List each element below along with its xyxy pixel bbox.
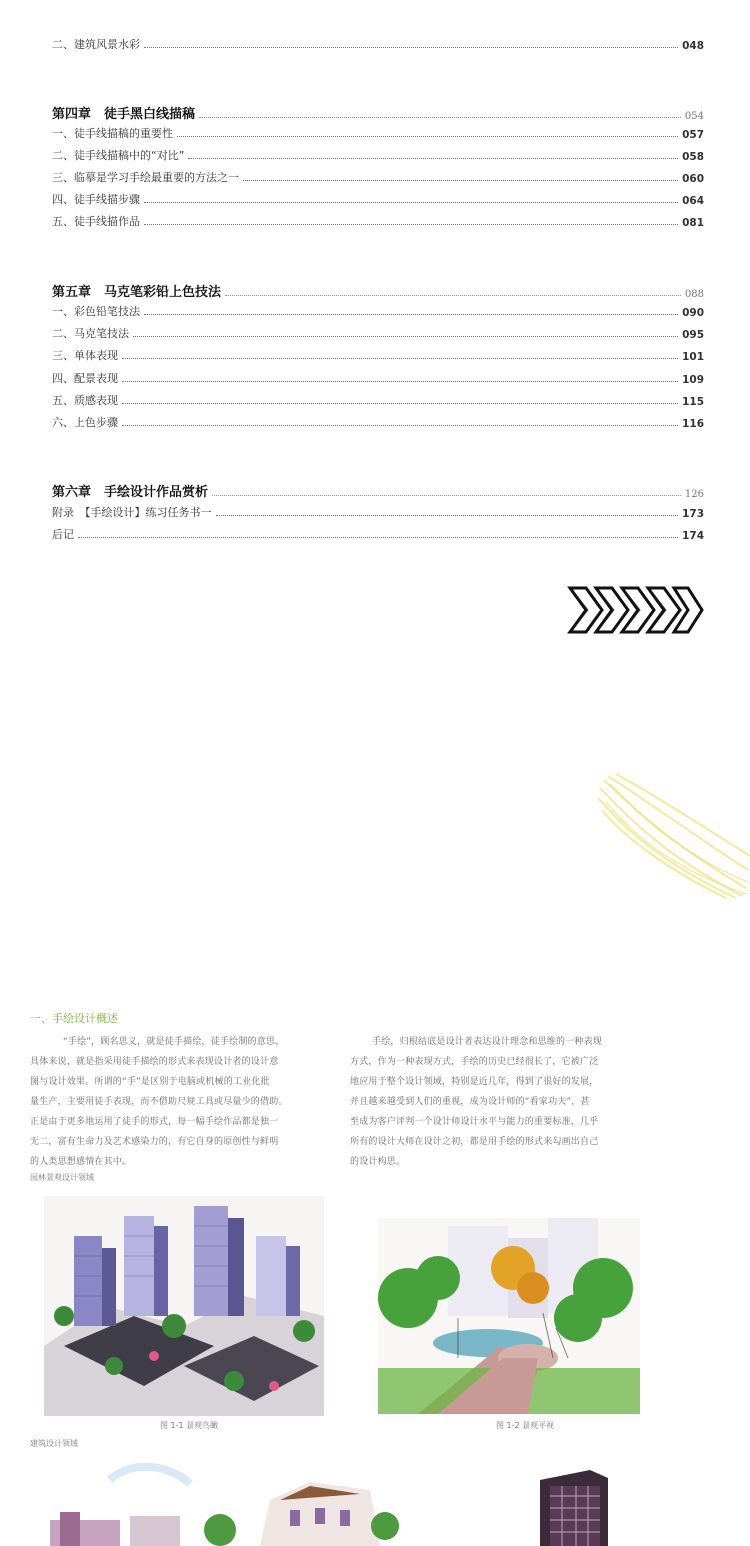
toc-entry-title: 三、单体表现 xyxy=(52,349,118,362)
text-line: 图与设计效果。所谓的“手”是区别于电脑或机械的工业化批 xyxy=(30,1077,270,1087)
toc-entry-page: 101 xyxy=(682,351,704,363)
label-landscape-field: 园林景观设计领域 xyxy=(30,1173,94,1182)
toc-entry[interactable] xyxy=(52,388,704,408)
text-line: 地应用于整个设计领域，特别是近几年，得到了很好的发展， xyxy=(350,1077,599,1087)
toc-chapter[interactable] xyxy=(52,478,704,500)
toc-entry-page: 081 xyxy=(682,217,704,229)
toc-leader-dots xyxy=(177,135,678,137)
text-line: 并且越来越受到人们的重视，成为设计师的“看家功夫”，甚 xyxy=(350,1097,590,1107)
toc-leader-dots xyxy=(199,116,681,118)
left-paragraph xyxy=(30,1032,330,1172)
text-line: 手绘，归根结底是设计者表达设计理念和思维的一种表现 xyxy=(372,1037,603,1047)
toc-entry-title: 二、建筑风景水彩 xyxy=(52,38,140,51)
toc-entry-page: 109 xyxy=(682,374,704,386)
toc-entry-title: 四、徒手线描步骤 xyxy=(52,193,140,206)
toc-entry-title: 五、徒手线描作品 xyxy=(52,215,140,228)
toc-chapter[interactable] xyxy=(52,278,704,300)
toc-leader-dots xyxy=(122,380,678,382)
figure-architecture-sketch-right xyxy=(530,1470,614,1546)
toc-entry[interactable] xyxy=(52,500,704,520)
text-line: 具体来说，就是指采用徒手描绘的形式来表现设计者的设计意 xyxy=(30,1057,279,1067)
toc-leader-dots xyxy=(144,313,678,315)
toc-leader-dots xyxy=(243,179,678,181)
toc-leader-dots xyxy=(188,157,678,159)
chevron-arrows-icon xyxy=(566,584,706,636)
toc-entry[interactable] xyxy=(52,121,704,141)
toc-chapter-page: 088 xyxy=(684,289,704,300)
toc-entry[interactable] xyxy=(52,366,704,386)
toc-entry[interactable] xyxy=(52,32,704,52)
toc-entry-page: 064 xyxy=(682,195,704,207)
toc-leader-dots xyxy=(133,335,678,337)
toc-entry-title: 二、徒手线描稿中的“对比” xyxy=(52,149,185,162)
toc-entry[interactable] xyxy=(52,299,704,319)
toc-entry[interactable] xyxy=(52,187,704,207)
toc-entry-title: 一、徒手线描稿的重要性 xyxy=(52,127,173,140)
toc-entry[interactable] xyxy=(52,343,704,363)
text-line: “手绘”，顾名思义，就是徒手描绘，徒手绘制的意思。 xyxy=(63,1037,285,1047)
toc-chapter-title: 第四章 徒手黑白线描稿 xyxy=(52,107,196,122)
text-line: 方式，作为一种表现方式，手绘的历史已经很长了，它被广泛 xyxy=(350,1057,599,1067)
figure1-caption: 图 1-1 景观鸟瞰 xyxy=(160,1421,219,1430)
text-line: 量生产，主要用徒手表现，而不借助尺规工具或尽量少的借助。 xyxy=(30,1097,288,1107)
toc-entry-page: 115 xyxy=(682,396,704,408)
toc-entry-page: 090 xyxy=(682,307,704,319)
toc-leader-dots xyxy=(144,223,678,225)
toc-entry-page: 173 xyxy=(682,508,704,520)
figure-aerial-sketch xyxy=(44,1196,324,1416)
toc-leader-dots xyxy=(122,424,678,426)
text-line: 的人类思想感情在其中。 xyxy=(30,1157,132,1167)
toc-entry-title: 附录 【手绘设计】练习任务书一 xyxy=(52,506,212,519)
figure2-caption: 图 1-2 景观平视 xyxy=(496,1421,555,1430)
toc-chapter-title: 第六章 手绘设计作品赏析 xyxy=(52,485,209,500)
toc-entry[interactable] xyxy=(52,165,704,185)
toc-entry[interactable] xyxy=(52,143,704,163)
toc-entry[interactable] xyxy=(52,209,704,229)
toc-leader-dots xyxy=(122,357,678,359)
toc-entry-page: 174 xyxy=(682,530,704,542)
text-line: 至成为客户评判一个设计师设计水平与能力的重要标准，几乎 xyxy=(350,1117,599,1127)
toc-leader-dots xyxy=(78,536,678,538)
toc-entry-page: 057 xyxy=(682,129,704,141)
toc-leader-dots xyxy=(144,201,678,203)
toc-leader-dots xyxy=(216,514,679,516)
toc-entry-title: 三、临摹是学习手绘最重要的方法之一 xyxy=(52,171,239,184)
toc-leader-dots xyxy=(225,294,681,296)
section-heading: 一、手绘设计概述 xyxy=(30,1012,118,1025)
toc-chapter-title: 第五章 马克笔彩铅上色技法 xyxy=(52,285,222,300)
toc-chapter[interactable] xyxy=(52,100,704,122)
toc-entry-page: 095 xyxy=(682,329,704,341)
toc-chapter-page: 126 xyxy=(684,489,704,500)
text-line: 无二，富有生命力及艺术感染力的，有它自身的原创性与鲜明 xyxy=(30,1137,279,1147)
toc-entry-title: 二、马克笔技法 xyxy=(52,327,129,340)
text-line: 所有的设计大师在设计之初，都是用手绘的形式来勾画出自己 xyxy=(350,1137,599,1147)
toc-entry-title: 六、上色步骤 xyxy=(52,416,118,429)
toc-entry-page: 058 xyxy=(682,151,704,163)
text-line: 正是由于更多地运用了徒手的形式，每一幅手绘作品都是独一 xyxy=(30,1117,279,1127)
toc-entry[interactable] xyxy=(52,410,704,430)
toc-entry[interactable] xyxy=(52,522,704,542)
toc-entry-title: 后记 xyxy=(52,528,74,541)
right-paragraph xyxy=(350,1032,650,1172)
toc-entry-page: 116 xyxy=(682,418,704,430)
toc-entry-page: 060 xyxy=(682,173,704,185)
toc-entry-title: 一、彩色铅笔技法 xyxy=(52,305,140,318)
toc-leader-dots xyxy=(144,46,678,48)
toc-entry-title: 五、质感表现 xyxy=(52,394,118,407)
yellow-scribble-decoration xyxy=(596,770,750,900)
label-architecture-field: 建筑设计领域 xyxy=(30,1439,78,1448)
toc-entry[interactable] xyxy=(52,321,704,341)
toc-leader-dots xyxy=(212,494,681,496)
text-line: 的设计构思。 xyxy=(350,1157,406,1167)
toc-chapter-page: 054 xyxy=(684,111,704,122)
figure-architecture-sketch-left xyxy=(40,1460,400,1546)
figure-park-sketch xyxy=(378,1218,640,1414)
toc-entry-page: 048 xyxy=(682,40,704,52)
toc-leader-dots xyxy=(122,402,678,404)
toc-entry-title: 四、配景表现 xyxy=(52,372,118,385)
